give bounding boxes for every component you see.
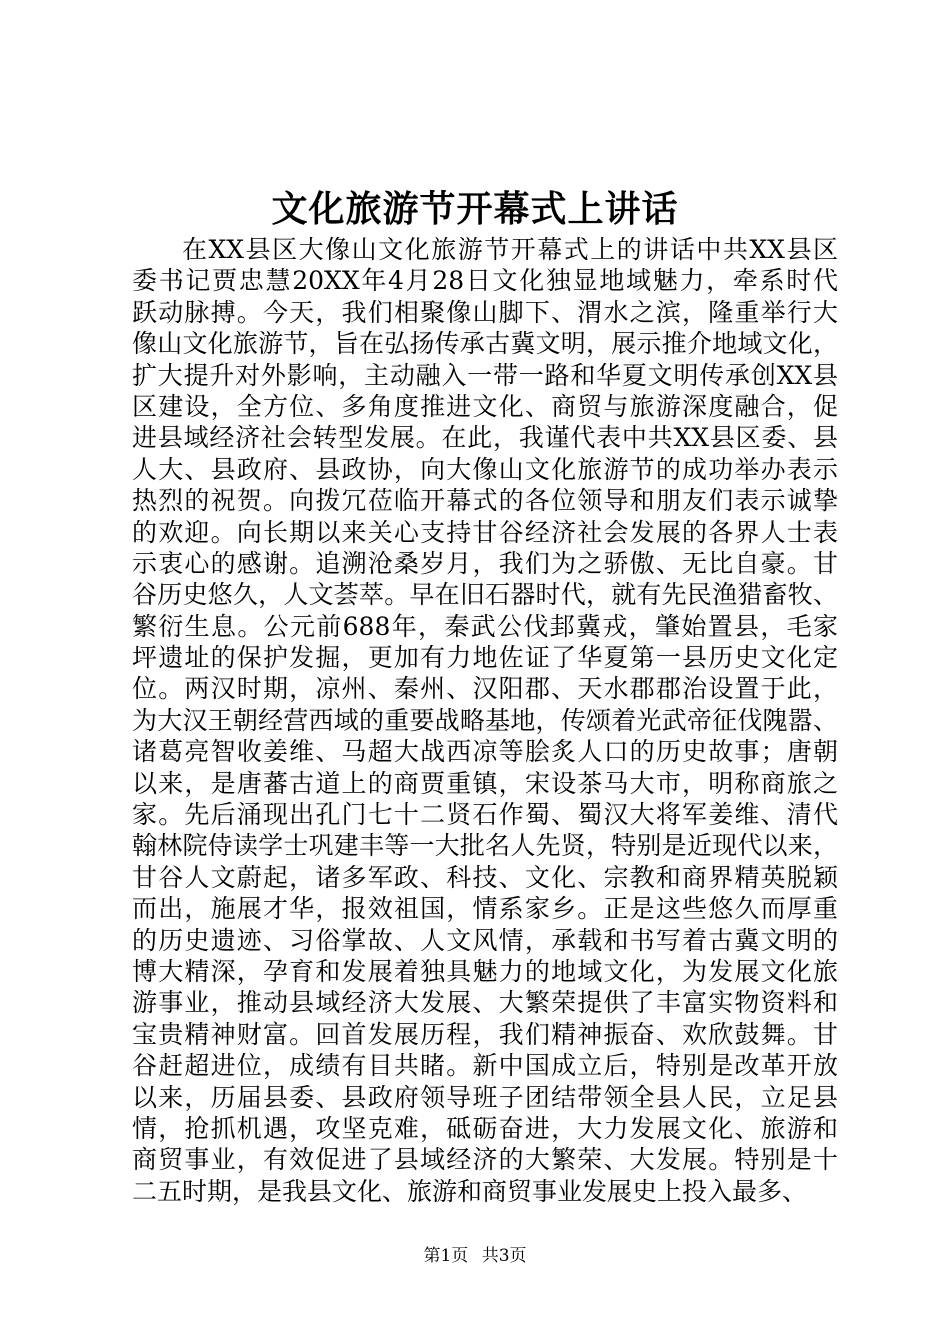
body-line: 热烈的祝贺。向拨冗莅临开幕式的各位领导和朋友们表示诚挚 (132, 486, 838, 516)
body-line: 委书记贾忠慧20XX年4月28日文化独显地域魅力，牵系时代 (132, 266, 838, 296)
body-line: 情，抢抓机遇，攻坚克难，砥砺奋进，大力发展文化、旅游和 (132, 1113, 838, 1143)
body-line: 在XX县区大像山文化旅游节开幕式上的讲话中共XX县区 (182, 235, 838, 264)
body-line: 进县域经济社会转型发展。在此，我谨代表中共XX县区委、县 (132, 423, 838, 453)
body-line: 繁衍生息。公元前688年，秦武公伐邽冀戎，肇始置县，毛家 (132, 611, 838, 641)
page-number: 第1页 (423, 1246, 469, 1266)
body-line: 甘谷人文蔚起，诸多军政、科技、文化、宗教和商界精英脱颖 (132, 862, 838, 892)
body-line: 二五时期，是我县文化、旅游和商贸事业发展史上投入最多、 (132, 1176, 808, 1206)
body-line: 谷赶超进位，成绩有目共睹。新中国成立后，特别是改革开放 (132, 1051, 838, 1081)
body-line: 商贸事业，有效促进了县域经济的大繁荣、大发展。特别是十 (132, 1145, 838, 1175)
body-line: 谷历史悠久，人文荟萃。早在旧石器时代，就有先民渔猎畜牧、 (132, 580, 838, 610)
body-line: 扩大提升对外影响，主动融入一带一路和华夏文明传承创XX县 (132, 360, 838, 390)
document-title: 文化旅游节开幕式上讲话 (271, 188, 679, 230)
body-line: 诸葛亮智收姜维、马超大战西凉等脍炙人口的历史故事；唐朝 (132, 737, 838, 767)
body-line: 翰林院侍读学士巩建丰等一大批名人先贤，特别是近现代以来， (132, 831, 838, 861)
body-line: 跃动脉搏。今天，我们相聚像山脚下、渭水之滨，隆重举行大 (132, 297, 838, 327)
page-footer (0, 1244, 950, 1268)
document-body (132, 234, 838, 1207)
body-line: 以来，是唐蕃古道上的商贾重镇，宋设茶马大市，明称商旅之 (132, 768, 838, 798)
body-line: 像山文化旅游节，旨在弘扬传承古冀文明，展示推介地域文化， (132, 329, 838, 359)
body-line: 为大汉王朝经营西域的重要战略基地，传颂着光武帝征伐隗嚣、 (132, 705, 838, 735)
body-line: 示衷心的感谢。追溯沧桑岁月，我们为之骄傲、无比自豪。甘 (132, 548, 838, 578)
page-total: 共3页 (481, 1246, 527, 1266)
body-line: 位。两汉时期，凉州、秦州、汉阳郡、天水郡郡治设置于此， (132, 674, 838, 704)
body-line: 游事业，推动县域经济大发展、大繁荣提供了丰富实物资料和 (132, 988, 838, 1018)
body-line: 的历史遗迹、习俗掌故、人文风情，承载和书写着古冀文明的 (132, 925, 838, 955)
body-line: 宝贵精神财富。回首发展历程，我们精神振奋、欢欣鼓舞。甘 (132, 1019, 838, 1049)
body-line: 而出，施展才华，报效祖国，情系家乡。正是这些悠久而厚重 (132, 894, 838, 924)
body-line: 坪遗址的保护发掘，更加有力地佐证了华夏第一县历史文化定 (132, 643, 838, 673)
body-line: 博大精深，孕育和发展着独具魅力的地域文化，为发展文化旅 (132, 956, 838, 986)
body-line: 的欢迎。向长期以来关心支持甘谷经济社会发展的各界人士表 (132, 517, 838, 547)
body-line: 区建设，全方位、多角度推进文化、商贸与旅游深度融合，促 (132, 391, 838, 421)
body-line: 以来，历届县委、县政府领导班子团结带领全县人民，立足县 (132, 1082, 838, 1112)
body-line: 人大、县政府、县政协，向大像山文化旅游节的成功举办表示 (132, 454, 838, 484)
body-line: 家。先后涌现出孔门七十二贤石作蜀、蜀汉大将军姜维、清代 (132, 800, 838, 830)
